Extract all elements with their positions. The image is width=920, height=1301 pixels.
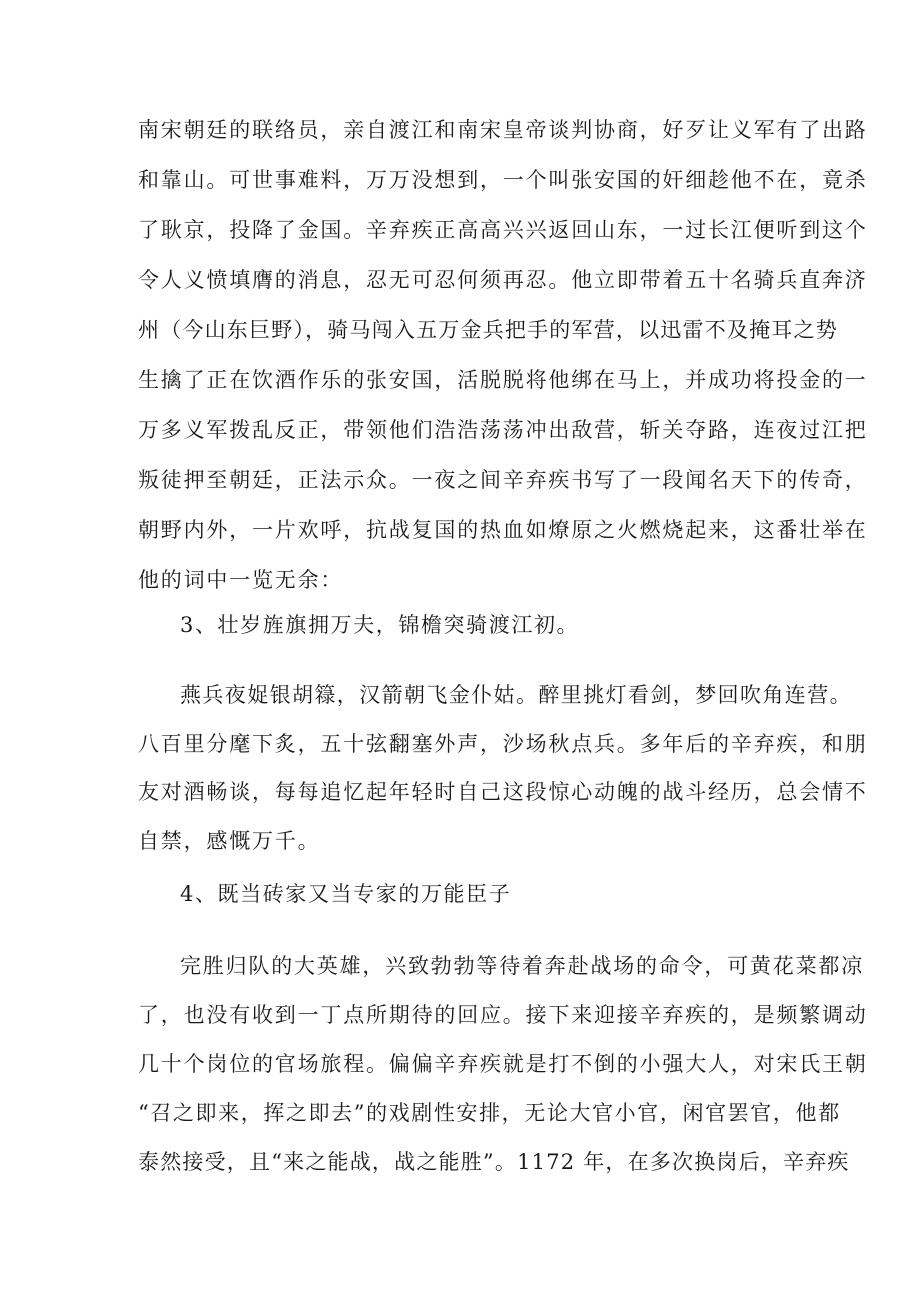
paragraph-2-line-2: 八百里分麾下炙，五十弦翻塞外声，沙场秋点兵。多年后的辛弃疾，和朋 [138,732,868,756]
paragraph-1-line-10: 他的词中一览无余： [138,568,344,592]
paragraph-2-line-3: 友对酒畅谈，每每追忆起年轻时自己这段惊心动魄的战斗经历，总会情不 [138,780,868,804]
paragraph-3-line-2: 了，也没有收到一丁点所期待的回应。接下来迎接辛弃疾的，是频繁调动 [138,1003,868,1027]
paragraph-3-line-1: 完胜归队的大英雄，兴致勃勃等待着奔赴战场的命令，可黄花菜都凉 [180,954,864,978]
paragraph-3-line-5: 泰然接受，且“来之能战，战之能胜”。1172 年，在多次换岗后，辛弃疾 [138,1150,850,1174]
section-heading-4: 4、既当砖家又当专家的万能臣子 [180,882,512,906]
paragraph-1-line-8: 叛徒押至朝廷，正法示众。一夜之间辛弃疾书写了一段闻名天下的传奇， [138,468,868,492]
paragraph-1-line-1: 南宋朝廷的联络员，亲自渡江和南宋皇帝谈判协商，好歹让义军有了出路 [138,118,868,142]
paragraph-2-line-1: 燕兵夜娖银胡簶，汉箭朝飞金仆姑。醉里挑灯看剑，梦回吹角连营。 [180,683,852,707]
paragraph-3-line-4: “召之即来，挥之即去”的戏剧性安排，无论大官小官，闲官罢官，他都 [138,1101,841,1125]
paragraph-1-line-7: 万多义军拨乱反正，带领他们浩浩荡荡冲出敌营，斩关夺路，连夜过江把 [138,418,868,442]
paragraph-1-line-9: 朝野内外，一片欢呼，抗战复国的热血如燎原之火燃烧起来，这番壮举在 [138,518,868,542]
paragraph-1-line-3: 了耿京，投降了金国。辛弃疾正高高兴兴返回山东，一过长江便听到这个 [138,218,868,242]
section-heading-3: 3、壮岁旌旗拥万夫，锦檐突骑渡江初。 [180,613,580,637]
paragraph-2-line-4: 自禁，感慨万千。 [138,829,321,853]
paragraph-1-line-6: 生擒了正在饮酒作乐的张安国，活脱脱将他绑在马上，并成功将投金的一 [138,368,868,392]
paragraph-3-line-3: 几十个岗位的官场旅程。偏偏辛弃疾就是打不倒的小强大人，对宋氏王朝 [138,1052,868,1076]
paragraph-1-line-4: 令人义愤填膺的消息，忍无可忍何须再忍。他立即带着五十名骑兵直奔济 [138,268,868,292]
paragraph-1-line-2: 和靠山。可世事难料，万万没想到，一个叫张安国的奸细趁他不在，竟杀 [138,168,868,192]
paragraph-1-line-5: 州（今山东巨野），骑马闯入五万金兵把手的军营，以迅雷不及掩耳之势 [138,318,838,342]
